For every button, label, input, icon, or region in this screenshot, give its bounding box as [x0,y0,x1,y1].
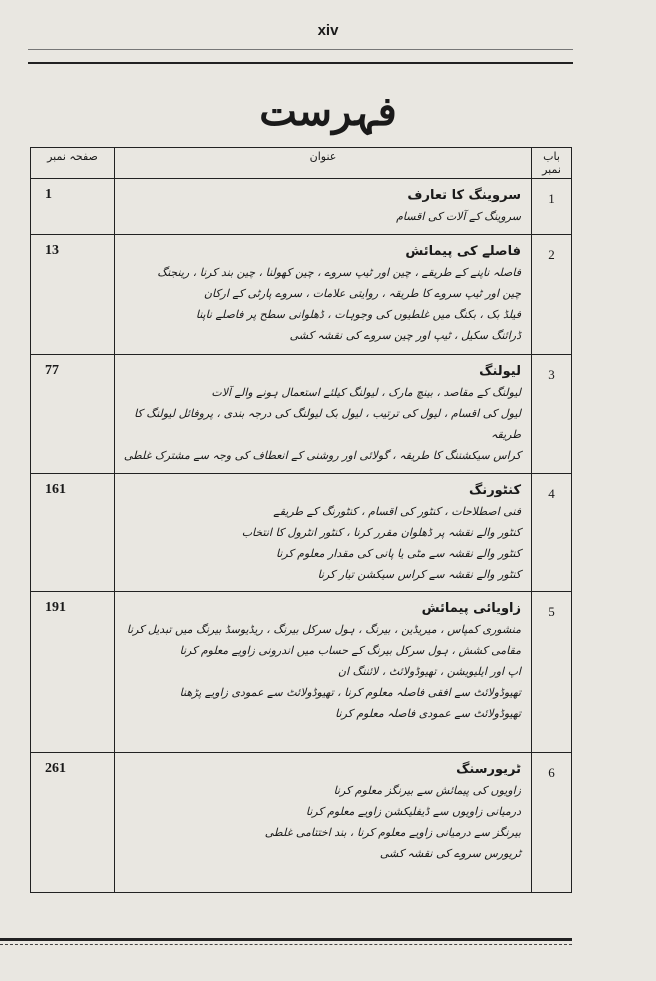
table-row [31,235,572,355]
chapter-subtopic: فاصلہ ناپنے کے طریقے ، چین اور ٹیپ سروے ، چین کھولنا ، چین بند کرنا ، رینجنگ [157,266,521,280]
contents-table [30,147,572,893]
chapter-number: 5 [532,592,572,752]
chapter-page-number: 261 [31,752,115,892]
page-title: فہرست [259,88,397,135]
top-rule [28,62,573,64]
chapter-contents [115,179,532,235]
chapter-subtopic: کراس سیکشننگ کا طریقہ ، گولائی اور روشنی کے انعطاف کی وجہ سے مشترک غلطی [123,449,521,463]
chapter-subtopic: چین اور ٹیپ سروے کا طریقہ ، روایتی علامات ، سروے پارٹی کے ارکان [203,287,521,301]
header-topic: عنوان [115,148,532,179]
chapter-contents [115,235,532,355]
top-rule-thin [28,49,573,50]
chapter-subtopic: فنی اصطلاحات ، کنٹور کی اقسام ، کنٹورنگ کے طریقے [273,504,521,518]
chapter-subtopic: منشوری کمپاس ، میریڈین ، بیرنگ ، ہول سرکل بیرنگ ، ریڈیوسڈ بیرنگ میں تبدیل کرنا [126,623,521,637]
table-row [31,592,572,752]
chapter-subtopic: فیلڈ بک ، بکنگ میں غلطیوں کی وجوہات ، ڈھلوانی سطح پر فاصلے ناپنا [195,308,521,322]
chapter-number: 1 [532,179,572,235]
chapter-subtopic: ٹریورس سروے کی نقشہ کشی [379,846,521,860]
chapter-title: سروینگ کا تعارف [407,188,521,203]
chapter-page-number: 191 [31,592,115,752]
chapter-contents [115,355,532,473]
chapter-subtopic: مقامی کشش ، ہول سرکل بیرنگ کے حساب میں اندرونی زاویے معلوم کرنا [179,644,521,658]
chapter-subtopic: زاویوں کی پیمائش سے بیرنگز معلوم کرنا [333,783,521,797]
chapter-subtopic: بیرنگز سے درمیانی زاویے معلوم کرنا ، بند اختتامی غلطی [264,825,521,839]
chapter-subtopic: لیولنگ کے مقاصد ، بینچ مارک ، لیولنگ کیلئے استعمال ہونے والے آلات [211,386,521,400]
chapter-number: 6 [532,752,572,892]
chapter-subtopic: تھیوڈولائٹ سے عمودی فاصلہ معلوم کرنا [335,707,521,721]
bottom-rule-dashed [0,944,572,946]
chapter-title: فاصلے کی پیمائش [405,244,521,260]
chapter-subtopic: ڈرائنگ سکیل ، ٹیپ اور چین سروے کی نقشہ کشی [289,329,521,343]
chapter-subtopic: اپ اور ایلیویشن ، تھیوڈولائٹ ، لائننگ ان [337,665,521,679]
chapter-contents [115,752,532,892]
chapter-subtopic: کنٹور والے نقشہ پر ڈھلوان مقرر کرنا ، کنٹور انٹرول کا انتخاب [241,525,521,539]
chapter-page-number: 77 [31,355,115,473]
chapter-title: زاویائی پیمائش [421,601,521,617]
chapter-subtopic: درمیانی زاویوں سے ڈیفلیکشن زاویے معلوم کرنا [305,804,521,818]
bottom-rule [0,938,572,941]
chapter-page-number: 1 [31,179,115,235]
chapter-page-number: 13 [31,235,115,355]
chapter-subtopic: لیول کی اقسام ، لیول کی ترتیب ، لیول بک لیولنگ کی درجہ بندی ، پروفائل لیولنگ کا طریقہ [134,407,521,442]
chapter-contents [115,592,532,752]
header-page: صفحہ نمبر [31,148,115,179]
chapter-title: ٹریورسنگ [456,761,521,777]
chapter-number: 3 [532,355,572,473]
chapter-number: 4 [532,473,572,591]
chapter-page-number: 161 [31,473,115,591]
table-row [31,473,572,591]
table-row [31,355,572,473]
chapter-title: لیولنگ [479,364,521,380]
chapter-number: 2 [532,235,572,355]
chapter-title: کنٹورنگ [469,482,521,498]
chapter-subtopic: تھیوڈولائٹ سے افقی فاصلہ معلوم کرنا ، تھیوڈولائٹ سے عمودی زاویے پڑھنا [179,686,521,700]
chapter-subtopic: سروینگ کے آلات کی اقسام [396,210,521,223]
page-number: xiv [317,22,339,39]
header-row [31,148,572,179]
chapter-subtopic: کنٹور والے نقشہ سے کراس سیکشن تیار کرنا [317,567,521,581]
chapter-subtopic: کنٹور والے نقشہ سے مٹی یا پانی کی مقدار معلوم کرنا [275,546,521,560]
table-row [31,179,572,235]
chapter-contents [115,473,532,591]
table-row [31,752,572,892]
header-chapter: باب نمبر [532,148,572,179]
